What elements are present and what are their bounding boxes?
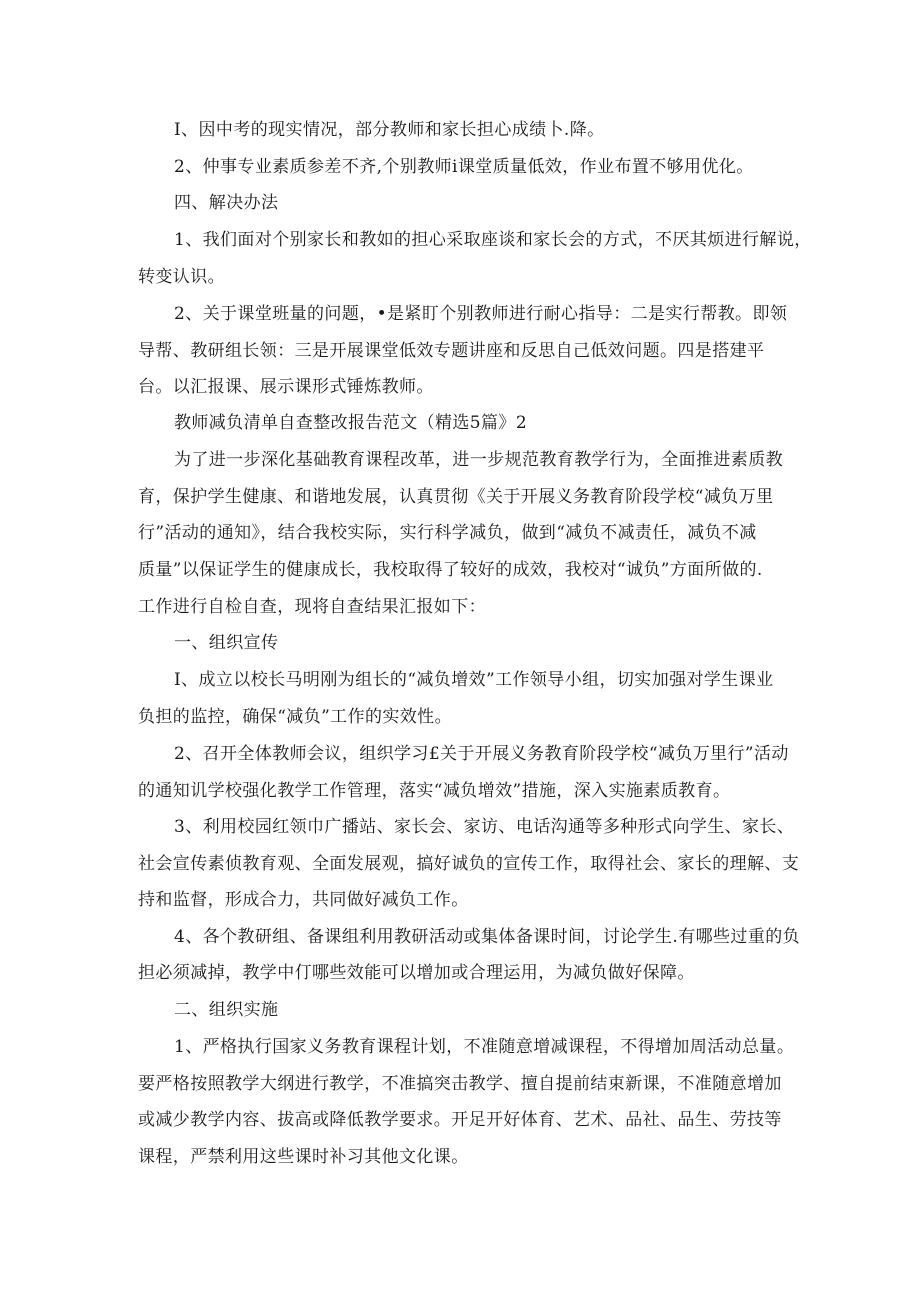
paragraph-line: 4、各个教研组、备课组利用教研活动或集体备课时间，讨论学生.有哪些过重的负 (174, 927, 801, 947)
paragraph-line: 负担的监控，确保“减负”工作的实效性。 (138, 707, 452, 727)
paragraph-line: 3、利用校园红领巾广播站、家长会、家访、电话沟通等多种形式向学生、家长、 (174, 817, 795, 837)
section-heading: 二、组织实施 (174, 1000, 279, 1020)
paragraph-line: 持和监督，形成合力，共同做好减负工作。 (138, 890, 469, 910)
paragraph-line: 工作进行自检自查，现将自查结果汇报如下： (138, 597, 486, 617)
paragraph-line: 2、关于课堂班量的问题，•是紧盯个别教师进行耐心指导：二是实行帮教。即领 (174, 304, 788, 324)
paragraph-line: I、成立以校长马明刚为组长的“减负增效”工作领导小组，切实加强对学生课业 (174, 670, 774, 690)
paragraph-line: 导帮、教研组长领：三是开展课堂低效专题讲座和反思自己低效问题。四是搭建平 (138, 341, 765, 361)
paragraph-line: 要严格按照教学大纲进行教学，不准搞突击教学、擅自提前结束新课，不准随意增加 (138, 1074, 782, 1094)
paragraph-line: 担必须减掉，教学中仃哪些效能可以增加或合理运用，为减负做好保障。 (138, 963, 695, 983)
paragraph-line: 质量”以保证学生的健康成长，我校取得了较好的成效，我校对“诚负”方面所做的. (138, 560, 763, 580)
paragraph-line: I、因中考的现实情况，部分教师和家长担心成绩卜.降。 (174, 120, 605, 140)
paragraph-line: 2、召开全体教师会议，组织学习£关于开展义务教育阶段学校“减负万里行”活动 (174, 744, 789, 764)
paragraph-line: 行”活动的通知》，结合我校实际，实行科学减负，做到“减负不减责任，减负不减 (138, 523, 757, 543)
paragraph-line: 的通知讥学校强化教学工作管理，落实“减负增效”措施，深入实施素质教育。 (138, 781, 731, 801)
paragraph-line: 2、仲事专业素质参差不齐,个别教师i课堂质量低效，作业布置不够用优化。 (174, 157, 754, 177)
paragraph-line: 或减少教学内容、拔高或降低教学要求。开足开好体育、艺术、品社、品生、劳技等 (138, 1110, 782, 1130)
paragraph-line: 育，保护学生健康、和谐地发展，认真贯彻《关于开展义务教育阶段学校“减负万里 (138, 487, 774, 507)
paragraph-line: 社会宣传素侦教育观、全面发展观，搞好诚负的宣传工作，取得社会、家长的理解、支 (138, 854, 800, 874)
paragraph-line: 1、严格执行国家义务教育课程计划，不准随意增减课程，不得增加周活动总量。 (174, 1037, 795, 1057)
section-heading: 一、组织宣传 (174, 633, 279, 653)
section-heading: 四、解决办法 (174, 193, 279, 213)
paragraph-line: 台。以汇报课、展示课形式锤炼教师。 (138, 377, 434, 397)
paragraph-line: 课程，严禁利用这些课时补习其他文化课。 (138, 1147, 469, 1167)
paragraph-line: 1、我们面对个别家长和教如的担心采取座谈和家长会的方式，不厌其烦进行解说， (174, 230, 812, 250)
paragraph-line: 转变认识。 (138, 267, 225, 287)
paragraph-line: 为了进一步深化基础教育课程改革，进一步规范教育教学行为，全面推进素质教 (174, 450, 783, 470)
article-title: 教师减负清单自查整改报告范文（精选5篇》2 (174, 413, 528, 433)
